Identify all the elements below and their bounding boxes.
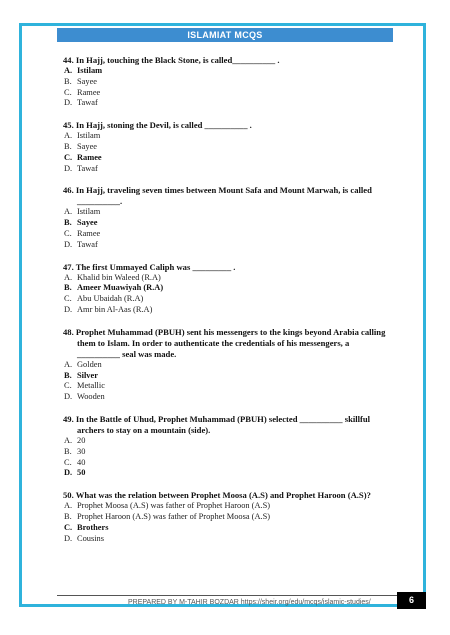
question-title: 44. In Hajj, touching the Black Stone, is called__________ . <box>63 55 280 65</box>
option-b <box>63 371 393 382</box>
option-text: 50 <box>77 468 86 478</box>
option-text: Ramee <box>77 87 101 97</box>
question-title: 47. The first Ummayed Caliph was _________ . <box>63 261 236 272</box>
option-b <box>63 283 393 294</box>
option-a <box>63 360 393 371</box>
option-text: Prophet Moosa (A.S) was father of Prophet Haroon (A.S) <box>77 501 271 511</box>
question-50 <box>63 490 393 544</box>
option-a <box>63 436 393 447</box>
option-text: Amr bin Al-Aas (R.A) <box>77 304 153 314</box>
option-letter: A. <box>64 207 73 217</box>
option-c <box>63 229 393 240</box>
option-letter: B. <box>64 283 72 293</box>
option-letter: D. <box>64 392 73 402</box>
option-text: Tawaf <box>77 98 98 108</box>
option-a <box>63 501 393 512</box>
option-c <box>63 523 393 534</box>
option-text: Wooden <box>77 392 105 402</box>
question-48 <box>63 327 393 403</box>
page-number: 6 <box>397 592 426 609</box>
option-letter: A. <box>64 272 73 282</box>
footer-divider <box>57 595 397 596</box>
question-45 <box>63 120 393 174</box>
option-b <box>63 77 393 88</box>
option-letter: D. <box>64 163 73 173</box>
option-text: Tawaf <box>77 239 98 249</box>
option-text: Khalid bin Waleed (R.A) <box>77 272 161 282</box>
option-text: Sayee <box>77 218 98 228</box>
question-44 <box>63 55 393 109</box>
option-d <box>63 164 393 175</box>
option-c <box>63 294 393 305</box>
option-d <box>63 392 393 403</box>
question-title: 49. In the Battle of Uhud, Prophet Muhammad (PBUH) selected __________ skillful archers to stay on a mountain (side). <box>63 413 371 435</box>
option-text: Brothers <box>77 522 109 532</box>
option-letter: C. <box>64 294 72 304</box>
option-letter: D. <box>64 304 73 314</box>
option-letter: D. <box>64 468 73 478</box>
option-letter: B. <box>64 446 72 456</box>
option-b <box>63 512 393 523</box>
option-letter: B. <box>64 511 72 521</box>
question-title: 46. In Hajj, traveling seven times between Mount Safa and Mount Marwah, is called __________. <box>63 185 372 207</box>
option-letter: C. <box>64 381 72 391</box>
option-d <box>63 98 393 109</box>
option-text: Istilam <box>77 207 101 217</box>
option-text: Golden <box>77 359 102 369</box>
option-letter: B. <box>64 218 72 228</box>
option-text: Sayee <box>77 76 97 86</box>
option-d <box>63 305 393 316</box>
option-b <box>63 218 393 229</box>
question-46 <box>63 185 393 250</box>
option-text: Ramee <box>77 152 102 162</box>
option-text: Istilam <box>77 66 103 75</box>
option-letter: C. <box>64 457 72 467</box>
option-c <box>63 153 393 164</box>
option-text: Abu Ubaidah (R.A) <box>77 294 144 304</box>
option-d <box>63 240 393 251</box>
option-letter: A. <box>64 359 73 369</box>
option-letter: C. <box>64 228 72 238</box>
option-d <box>63 468 393 479</box>
question-47 <box>63 262 393 316</box>
option-letter: D. <box>64 533 73 543</box>
option-a <box>63 131 393 142</box>
option-b <box>63 447 393 458</box>
option-letter: C. <box>64 152 73 162</box>
option-letter: B. <box>64 76 72 86</box>
option-letter: C. <box>64 522 73 532</box>
option-b <box>63 142 393 153</box>
option-c <box>63 458 393 469</box>
option-c <box>63 88 393 99</box>
option-text: Tawaf <box>77 163 98 173</box>
question-49 <box>63 414 393 479</box>
question-title: 45. In Hajj, stoning the Devil, is called __________ . <box>63 120 252 131</box>
option-letter: C. <box>64 87 72 97</box>
option-letter: D. <box>64 98 73 108</box>
option-text: Silver <box>77 370 98 380</box>
option-text: 20 <box>77 435 86 445</box>
option-a <box>63 66 393 77</box>
option-letter: A. <box>64 131 73 141</box>
questions-list <box>63 55 393 555</box>
option-letter: A. <box>64 66 73 75</box>
option-a <box>63 207 393 218</box>
question-title: 48. Prophet Muhammad (PBUH) sent his messengers to the kings beyond Arabia calling them to Islam. In order to authenticate the credentials of his messengers, a __________ seal was made. <box>63 326 386 359</box>
option-text: Istilam <box>77 131 101 141</box>
page-header: ISLAMIAT MCQS <box>57 28 393 42</box>
option-text: Ameer Muawiyah (R.A) <box>77 283 164 293</box>
option-letter: A. <box>64 435 73 445</box>
option-a <box>63 273 393 284</box>
option-text: 30 <box>77 446 86 456</box>
option-d <box>63 534 393 545</box>
option-text: Metallic <box>77 381 105 391</box>
option-letter: D. <box>64 239 73 249</box>
option-text: Prophet Haroon (A.S) was father of Prophet Moosa (A.S) <box>77 511 271 521</box>
option-c <box>63 381 393 392</box>
footer-credit: PREPARED BY M-TAHIR BOZDAR https://sheir.org/edu/mcqs/islamic-studies/ <box>128 599 371 606</box>
option-letter: A. <box>64 501 73 511</box>
option-text: Ramee <box>77 228 101 238</box>
option-text: 40 <box>77 457 86 467</box>
option-text: Sayee <box>77 141 97 151</box>
option-letter: B. <box>64 370 72 380</box>
option-text: Cousins <box>77 533 104 543</box>
question-title: 50. What was the relation between Prophet Moosa (A.S) and Prophet Haroon (A.S)? <box>63 490 371 501</box>
option-letter: B. <box>64 141 72 151</box>
